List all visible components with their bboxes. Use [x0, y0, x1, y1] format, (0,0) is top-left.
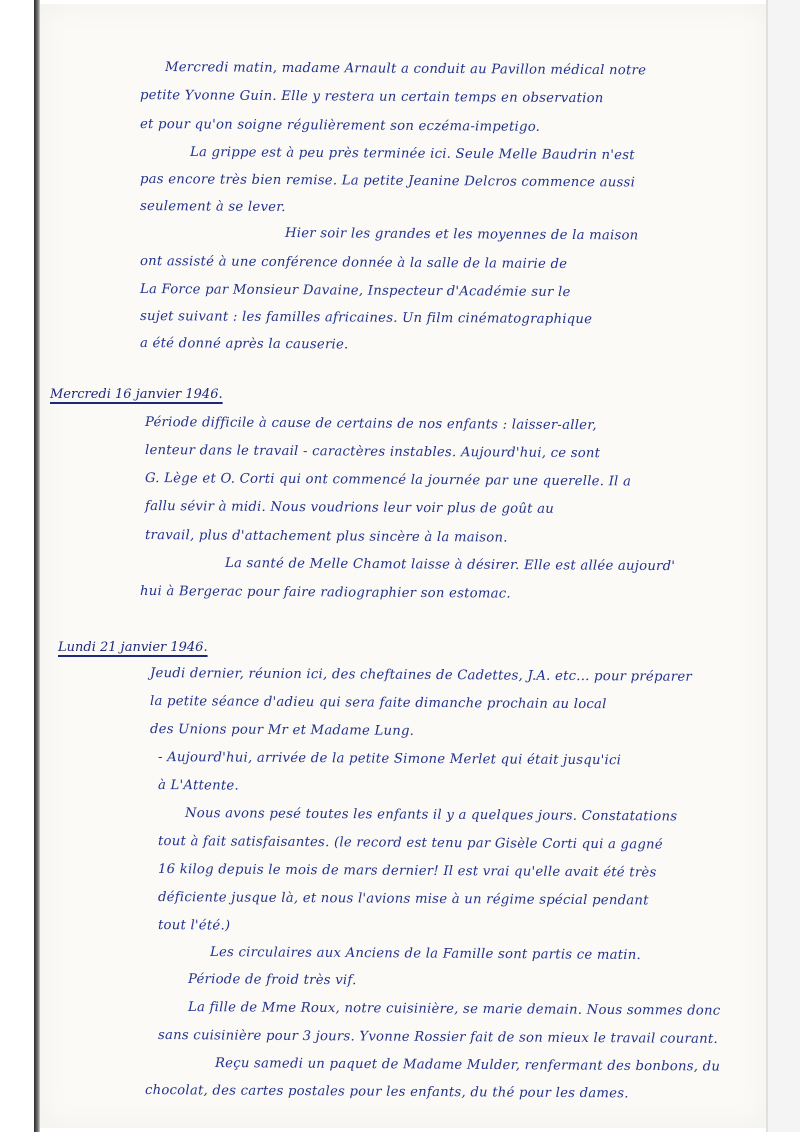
entry-2-line-7: hui à Bergerac pour faire radiographier son estomac.	[139, 584, 511, 602]
entry-1-line-5: pas encore très bien remise. La petite Jeanine Delcros commence aussi	[139, 172, 636, 191]
entry-2-line-3: G. Lège et O. Corti qui ont commencé la journée par une querelle. Il a	[144, 471, 632, 490]
entry-3-line-11: Les circulaires aux Anciens de la Famille sont partis ce matin.	[209, 945, 642, 964]
entry-3-line-6: Nous avons pesé toutes les enfants il y a quelques jours. Constatations	[184, 806, 678, 825]
entry-3-line-16: chocolat, des cartes postales pour les enfants, du thé pour les dames.	[144, 1083, 629, 1102]
entry-2-line-5: travail, plus d'attachement plus sincère à la maison.	[144, 528, 508, 546]
entry-2-line-1: Période difficile à cause de certains de nos enfants : laisser-aller,	[144, 415, 597, 434]
entry-2-date: Mercredi 16 janvier 1946.	[50, 387, 223, 402]
entry-3-line-4: - Aujourd'hui, arrivée de la petite Simone Merlet qui était jusqu'ici	[157, 750, 622, 769]
entry-3-line-15: Reçu samedi un paquet de Madame Mulder, renfermant des bonbons, du	[214, 1056, 721, 1075]
entry-3-line-7: tout à fait satisfaisantes. (le record est tenu par Gisèle Corti qui a gagné	[157, 834, 663, 853]
entry-1-line-11: a été donné après la causerie.	[139, 336, 349, 353]
entry-3-line-1: Jeudi dernier, réunion ici, des cheftaines de Cadettes, J.A. etc... pour préparer	[149, 666, 693, 685]
entry-2-line-6: La santé de Melle Chamot laisse à désirer. Elle est allée aujourd'	[224, 556, 676, 575]
entry-3-line-10: tout l'été.)	[157, 918, 231, 934]
entry-3-line-3: des Unions pour Mr et Madame Lung.	[149, 722, 415, 739]
entry-1-line-8: ont assisté à une conférence donnée à la salle de la mairie de	[139, 254, 568, 272]
entry-3-line-8: 16 kilog depuis le mois de mars dernier! Il est vrai qu'elle avait été très	[157, 862, 657, 881]
entry-1-line-7: Hier soir les grandes et les moyennes de la maison	[284, 226, 639, 244]
entry-1-line-3: et pour qu'on soigne régulièrement son eczéma-impetigo.	[139, 117, 541, 135]
entry-2-line-2: lenteur dans le travail - caractères instables. Aujourd'hui, ce sont	[144, 443, 601, 462]
entry-1-line-10: sujet suivant : les familles africaines. Un film cinématographique	[139, 309, 593, 328]
entry-1-line-4: La grippe est à peu près terminée ici. Seule Melle Baudrin n'est	[189, 145, 635, 164]
scan-right-margin	[768, 0, 800, 1132]
entry-3-line-2: la petite séance d'adieu qui sera faite dimanche prochain au local	[149, 694, 607, 713]
entry-3-line-14: sans cuisinière pour 3 jours. Yvonne Rossier fait de son mieux le travail courant.	[157, 1028, 718, 1047]
entry-1-line-6: seulement à se lever.	[139, 199, 286, 216]
entry-3-line-12: Période de froid très vif.	[187, 972, 357, 989]
entry-1-line-2: petite Yvonne Guin. Elle y restera un certain temps en observation	[139, 88, 604, 107]
entry-3-line-9: déficiente jusque là, et nous l'avions mise à un régime spécial pendant	[157, 890, 649, 909]
entry-3-line-5: à L'Attente.	[157, 778, 239, 794]
entry-2-line-4: fallu sévir à midi. Nous voudrions leur voir plus de goût au	[144, 499, 555, 517]
scan-left-margin	[0, 0, 34, 1132]
entry-1-line-1: Mercredi matin, madame Arnault a conduit au Pavillon médical notre	[164, 60, 647, 79]
entry-3-date: Lundi 21 janvier 1946.	[58, 640, 208, 655]
entry-1-line-9: La Force par Monsieur Davaine, Inspecteur d'Académie sur le	[139, 282, 571, 301]
entry-3-line-13: La fille de Mme Roux, notre cuisinière, se marie demain. Nous sommes donc	[187, 1000, 721, 1019]
